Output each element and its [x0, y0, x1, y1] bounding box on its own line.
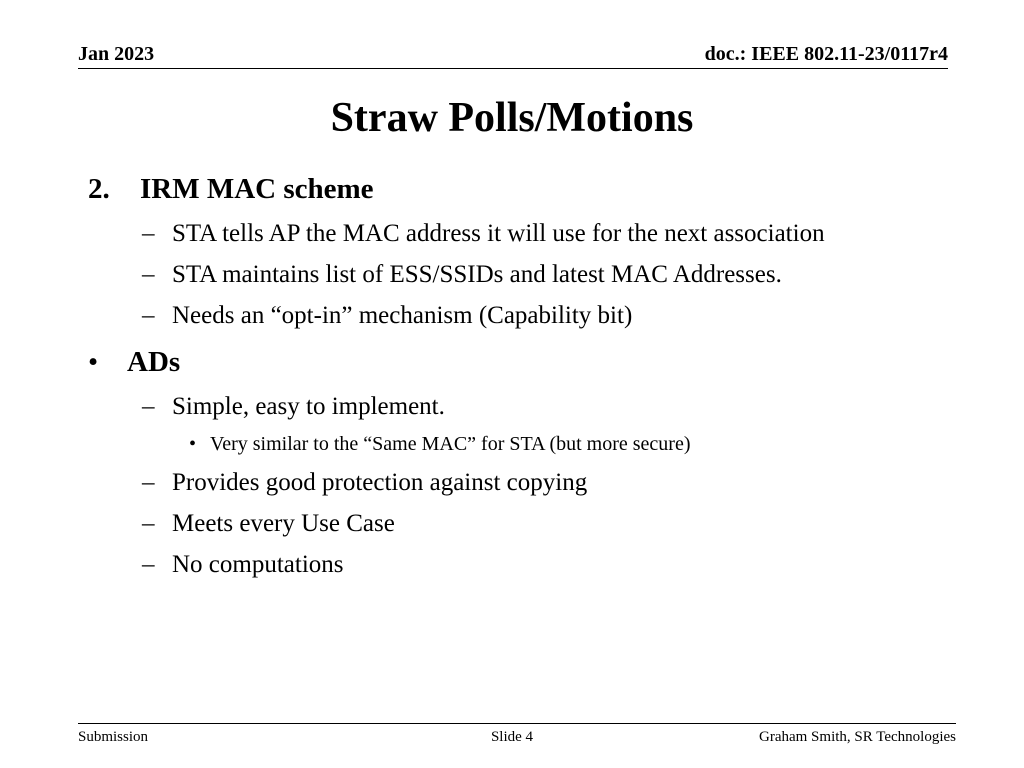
item-subpoint: STA tells AP the MAC address it will use for the next association: [172, 220, 825, 247]
ads-subpoint: Simple, easy to implement.: [172, 393, 445, 420]
ads-subpoint: Meets every Use Case: [172, 510, 395, 537]
footer-submission: Submission: [78, 729, 149, 745]
dash-marker: –: [142, 261, 155, 288]
item-number: 2.: [88, 173, 110, 205]
dash-marker: –: [142, 551, 155, 578]
dash-marker: –: [142, 393, 155, 420]
slide-title: Straw Polls/Motions: [330, 95, 694, 141]
ads-subpoint: No computations: [172, 551, 344, 578]
footer-slide-number: Slide 4: [490, 729, 534, 745]
dash-marker: –: [142, 469, 155, 496]
item-heading: IRM MAC scheme: [140, 173, 374, 205]
dash-marker: –: [142, 302, 155, 329]
footer-divider: [78, 723, 956, 724]
item-subpoint: STA maintains list of ESS/SSIDs and latest MAC Addresses.: [172, 261, 782, 288]
header-doc-id: doc.: IEEE 802.11-23/0117r4: [704, 43, 948, 65]
footer-author: Graham Smith, SR Technologies: [759, 729, 956, 745]
item-subpoint: Needs an “opt-in” mechanism (Capability bit): [172, 302, 633, 329]
ads-subpoint: Provides good protection against copying: [172, 469, 588, 496]
header-date: Jan 2023: [78, 43, 155, 65]
dash-marker: –: [142, 510, 155, 537]
bullet-marker: •: [88, 346, 99, 378]
ads-heading: ADs: [127, 346, 181, 378]
dash-marker: –: [142, 220, 155, 247]
ads-detail: Very similar to the “Same MAC” for STA (but more secure): [210, 433, 691, 455]
small-bullet-marker: •: [189, 433, 197, 455]
